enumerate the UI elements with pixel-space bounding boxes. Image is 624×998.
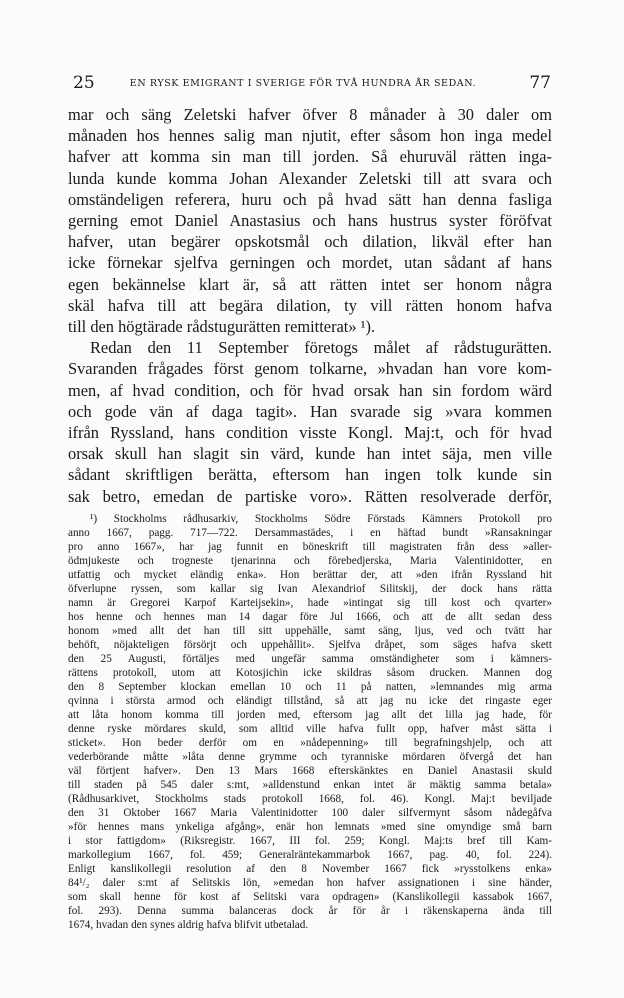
- footnote-line: Enligt kanslikollegii resolution af den 8 November 1667 fick »rysstolkens enka»: [68, 863, 552, 875]
- footnote-line: honom »med allt det han till sitt uppehälle, samt säng, ljus, ved och tvätt har: [68, 625, 552, 637]
- text-line: orsak skull han slagit sin värd, kunde han intet säja, men ville: [68, 444, 552, 464]
- footnote-line: sticket». Hon beder derför om en »nådepenning» till begrafningshjelp, och att: [68, 737, 552, 749]
- text-line: hafver, utan begärer opskotsmål och dilation, likväl efter han: [68, 232, 552, 252]
- footnote-line: pro anno 1667», har jag funnit en böneskrift till magistraten från dess »aller-: [68, 541, 552, 553]
- footnote-line: namn är Gregorei Karpof Karteijsekin», hade »intingat sig till kost och qvarter»: [68, 597, 552, 609]
- text-line: till den högtärade rådstugurätten remitterat» ¹).: [68, 317, 376, 337]
- footnote-line: behöft, nöjakteligen försörjt och uppehållit». Sjelfva dråpet, som säges hafva skett: [68, 639, 552, 651]
- text-line: månaden hos hennes salig man njutit, efter såsom hon inga medel: [68, 126, 552, 146]
- text-line: icke förnekar sjelfva gerningen och mordet, utan sådant af hans: [68, 253, 552, 273]
- footnote-line: hos henne och hennes man 14 dagar före Jul 1666, och att de allt sedan dess: [68, 611, 552, 623]
- footnote-line: den 25 Augusti, förtäljes med ungefär samma omständigheter som i kämners-: [68, 653, 552, 665]
- footnote-line: utfattig och mycket eländig enka». Hon berättar der, att »den ifrån Ryssland hit: [68, 569, 552, 581]
- text-line: gerning emot Daniel Anastasius och hans hustrus syster föröfvat: [68, 211, 552, 231]
- footnote-line: som skall henne för kost af Selitski vara opdragen» (Kanslikollegii kassabok 1667,: [68, 891, 552, 903]
- footnote-line: qvinna i största armod och eländigt tillstånd, så att jag nu icke det ringaste eger: [68, 695, 552, 707]
- running-title: EN RYSK EMIGRANT I SVERIGE FÖR TVÅ HUNDRA ÅR SEDAN.: [129, 78, 477, 89]
- text-line: sådant skriftligen berätta, eftersom han ingen tolk kunde sin: [68, 465, 552, 485]
- footnote-line: 1674, hvadan den synes aldrig hafva blifvit utbetalad.: [68, 919, 309, 931]
- text-line: Redan den 11 September företogs målet af rådstugurätten.: [90, 338, 552, 358]
- footnote-line: (Rådhusarkivet, Stockholms stads protokoll 1668, fol. 46). Kongl. Maj:t beviljade: [68, 793, 552, 805]
- text-line: skäl hafva till att begära dilation, ty vill rätten honom hafva: [68, 295, 552, 315]
- text-line: och gode vän af daga tagit». Han svarade sig »vara kommen: [68, 401, 552, 421]
- footnote-line: anno 1667, pagg. 717—722. Dersammastädes, i en häftad bundt »Ransakningar: [68, 527, 552, 539]
- text-line: lunda kunde komma Johan Alexander Zeletski till att svara och: [68, 168, 552, 188]
- footnote-line: den 31 Oktober 1667 Maria Valentinidotter 100 daler silfvermynt såsom nådegåfva: [68, 807, 552, 819]
- footnote-line: i stor fattigdom» (Riksregistr. 1667, III fol. 259; Kongl. Maj:ts bref till Kam-: [68, 835, 552, 847]
- footnote-line: fol. 293). Denna summa balanceras dock år för år i räkenskaperna ända till: [68, 905, 552, 917]
- text-line: men, af hvad condition, och för hvad orsak han sin fordom wärd: [68, 380, 552, 400]
- footnote-line: vederbörande måtte »låta denne grymme och tyranniske mördaren öfvergå det han: [68, 751, 552, 763]
- footnote-line: 84¹/₂ daler s:mt af Selitskis lön, »emedan hon hafver assignationen i sine händer,: [68, 877, 552, 889]
- footnote-line: till staden på 545 daler s:mt, »alldenstund enkan intet är mäktig samma betala»: [68, 779, 552, 791]
- text-line: ifrån Ryssland, hans condition visste Kongl. Maj:t, och för hvad: [68, 423, 552, 443]
- footnote-line: markollegium 1667, fol. 459; Generalräntekammarbok 1667, pag. 40, fol. 224).: [68, 849, 552, 861]
- text-line: hafver att komma sin man till jorden. Så ehuruväl rätten inga-: [68, 147, 552, 167]
- footnote-line: den 8 September klockan emellan 10 och 11 på natten, »lemnandes mig arma: [68, 681, 552, 693]
- page-number: 77: [529, 73, 551, 93]
- footnote-line: ödmjukeste och trogneste tjenarinna och förebedjerska, Maria Valentinidotter, en: [68, 555, 552, 567]
- footnote-line: denne ryske mördares skuld, som alltid ville hafva fullt opp, hafver måst sätta i: [68, 723, 552, 735]
- footnote: [68, 512, 552, 932]
- signature-number: 25: [73, 73, 95, 93]
- footnote-line: att låta honom komma till jorden med, eftersom jag allt det lilla jag hade, för: [68, 709, 552, 721]
- text-line: Svaranden frågades först genom tolkarne, »hvadan han vore kom-: [68, 359, 552, 379]
- footnote-line: »för hennes mans ynkeliga afgång», enär hon lemnats »med sine omyndige små barn: [68, 821, 552, 833]
- running-header: [73, 73, 551, 95]
- text-line: egen bekännelse klart är, så att rätten intet ser honom några: [68, 274, 552, 294]
- footnote-line: rättens protokoll, utom att Kotosjichin icke skildras såsom drucken. Mannen dog: [68, 667, 552, 679]
- text-line: sak betro, emedan de partiske voro». Rätten resolverade derför,: [68, 486, 552, 506]
- footnote-line: väl förtjent hafver». Den 13 Mars 1668 efterskänktes en Daniel Anastasii skuld: [68, 765, 552, 777]
- text-line: omständeligen referera, huru och på hvad sätt han denna fasliga: [68, 189, 552, 209]
- text-line: mar och säng Zeletski hafver öfver 8 månader à 30 daler om: [68, 105, 552, 124]
- footnote-line: ¹) Stockholms rådhusarkiv, Stockholms Södre Förstads Kämners Protokoll pro: [90, 513, 552, 525]
- main-text: [68, 104, 552, 507]
- footnote-line: öfverlupne ryssen, som kallar sig Ivan Alexandriof Silitskij, der dock hans rätta: [68, 583, 552, 595]
